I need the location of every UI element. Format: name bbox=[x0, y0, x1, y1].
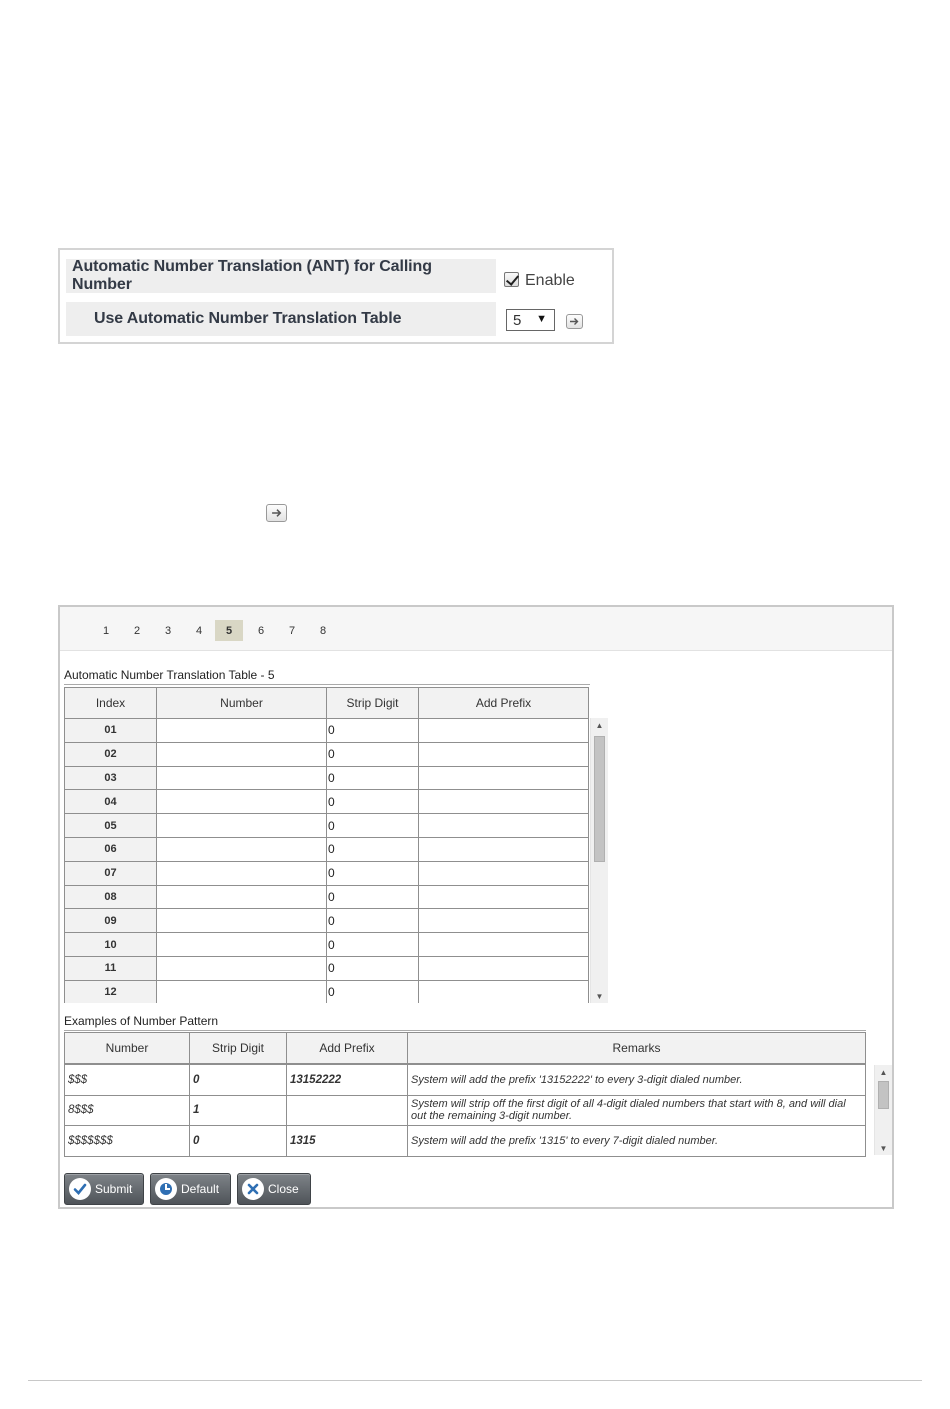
row-index: 04 bbox=[65, 790, 157, 814]
table-row bbox=[65, 933, 589, 957]
number-input[interactable] bbox=[157, 909, 327, 933]
ant-table-window bbox=[58, 605, 894, 1209]
row-index: 05 bbox=[65, 814, 157, 838]
footer-divider bbox=[28, 1380, 922, 1381]
number-input[interactable] bbox=[157, 719, 327, 743]
example-number: $$$$$$$ bbox=[65, 1126, 190, 1157]
table-row bbox=[65, 1065, 866, 1096]
strip-digit-input[interactable]: 0 bbox=[327, 956, 419, 980]
page-tab[interactable]: 8 bbox=[319, 624, 327, 637]
add-prefix-input[interactable] bbox=[419, 790, 589, 814]
ant-table-title: Automatic Number Translation Table - 5 bbox=[64, 668, 590, 685]
examples-header bbox=[64, 1032, 866, 1064]
enable-checkbox[interactable] bbox=[504, 272, 519, 287]
page-tab[interactable]: 4 bbox=[195, 624, 203, 637]
number-input[interactable] bbox=[157, 742, 327, 766]
table-row bbox=[65, 1095, 866, 1126]
number-input[interactable] bbox=[157, 885, 327, 909]
row-index: 12 bbox=[65, 980, 157, 1003]
ant-settings-panel bbox=[58, 248, 614, 344]
page-tab[interactable]: 1 bbox=[102, 624, 110, 637]
page-tab[interactable]: 3 bbox=[164, 624, 172, 637]
ant-table-select[interactable] bbox=[506, 309, 555, 331]
ant-table-select-value: 5 bbox=[513, 311, 522, 329]
submit-button[interactable] bbox=[64, 1173, 144, 1205]
row-index: 01 bbox=[65, 719, 157, 743]
table-row bbox=[65, 956, 589, 980]
ex-col-remarks: Remarks bbox=[408, 1033, 866, 1064]
col-strip-digit: Strip Digit bbox=[327, 688, 419, 719]
number-input[interactable] bbox=[157, 814, 327, 838]
table-row bbox=[65, 814, 589, 838]
example-number: $$$ bbox=[65, 1065, 190, 1096]
table-row bbox=[65, 909, 589, 933]
table-row bbox=[65, 790, 589, 814]
row-index: 03 bbox=[65, 766, 157, 790]
table-row bbox=[65, 837, 589, 861]
examples-title: Examples of Number Pattern bbox=[64, 1014, 866, 1031]
add-prefix-input[interactable] bbox=[419, 861, 589, 885]
number-input[interactable] bbox=[157, 766, 327, 790]
scroll-down-icon[interactable]: ▼ bbox=[595, 991, 604, 1001]
ex-col-add-prefix: Add Prefix bbox=[287, 1033, 408, 1064]
page-tab-active[interactable]: 5 bbox=[215, 620, 243, 641]
add-prefix-input[interactable] bbox=[419, 719, 589, 743]
example-remarks: System will strip off the first digit of all 4-digit dialed numbers that start with 8, and will dial out the remaining 3-digit number. bbox=[408, 1095, 866, 1126]
chevron-down-icon: ▼ bbox=[536, 313, 547, 325]
col-add-prefix: Add Prefix bbox=[419, 688, 589, 719]
number-input[interactable] bbox=[157, 837, 327, 861]
strip-digit-input[interactable]: 0 bbox=[327, 980, 419, 1003]
page-tab[interactable]: 7 bbox=[288, 624, 296, 637]
scroll-down-icon[interactable]: ▼ bbox=[879, 1143, 888, 1153]
table-row bbox=[65, 1126, 866, 1157]
add-prefix-input[interactable] bbox=[419, 766, 589, 790]
number-input[interactable] bbox=[157, 790, 327, 814]
table-row bbox=[65, 980, 589, 1003]
col-index: Index bbox=[65, 688, 157, 719]
strip-digit-input[interactable]: 0 bbox=[327, 742, 419, 766]
ant-enable-row bbox=[66, 259, 496, 293]
strip-digit-input[interactable]: 0 bbox=[327, 885, 419, 909]
page-tab[interactable]: 2 bbox=[133, 624, 141, 637]
example-strip-digit: 0 bbox=[190, 1126, 287, 1157]
add-prefix-input[interactable] bbox=[419, 956, 589, 980]
default-icon bbox=[155, 1178, 177, 1200]
add-prefix-input[interactable] bbox=[419, 814, 589, 838]
scroll-up-icon[interactable]: ▲ bbox=[595, 720, 604, 730]
row-index: 06 bbox=[65, 837, 157, 861]
strip-digit-input[interactable]: 0 bbox=[327, 861, 419, 885]
add-prefix-input[interactable] bbox=[419, 885, 589, 909]
add-prefix-input[interactable] bbox=[419, 742, 589, 766]
number-input[interactable] bbox=[157, 980, 327, 1003]
strip-digit-input[interactable]: 0 bbox=[327, 719, 419, 743]
page-tabs bbox=[60, 607, 892, 651]
example-strip-digit: 1 bbox=[190, 1095, 287, 1126]
go-arrow-icon[interactable] bbox=[566, 314, 583, 329]
add-prefix-input[interactable] bbox=[419, 980, 589, 1003]
close-icon bbox=[242, 1178, 264, 1200]
button-bar bbox=[64, 1173, 311, 1205]
table-row bbox=[65, 885, 589, 909]
submit-label: Submit bbox=[95, 1182, 133, 1196]
page-tab[interactable]: 6 bbox=[257, 624, 265, 637]
scroll-up-icon[interactable]: ▲ bbox=[879, 1067, 888, 1077]
ant-table-row bbox=[66, 302, 496, 336]
ant-table-body[interactable] bbox=[64, 718, 609, 1003]
ant-table-label: Use Automatic Number Translation Table bbox=[66, 302, 496, 336]
number-input[interactable] bbox=[157, 861, 327, 885]
scroll-thumb[interactable] bbox=[594, 736, 605, 862]
table-row bbox=[65, 766, 589, 790]
example-add-prefix: 13152222 bbox=[287, 1065, 408, 1096]
ant-table-rows bbox=[64, 718, 589, 1003]
number-input[interactable] bbox=[157, 933, 327, 957]
col-number: Number bbox=[157, 688, 327, 719]
strip-digit-input[interactable]: 0 bbox=[327, 790, 419, 814]
add-prefix-input[interactable] bbox=[419, 933, 589, 957]
row-index: 02 bbox=[65, 742, 157, 766]
strip-digit-input[interactable]: 0 bbox=[327, 837, 419, 861]
scroll-thumb[interactable] bbox=[878, 1081, 889, 1109]
row-index: 10 bbox=[65, 933, 157, 957]
table-row bbox=[65, 861, 589, 885]
row-index: 07 bbox=[65, 861, 157, 885]
go-arrow-icon bbox=[266, 504, 287, 522]
number-input[interactable] bbox=[157, 956, 327, 980]
example-number: 8$$$ bbox=[65, 1095, 190, 1126]
add-prefix-input[interactable] bbox=[419, 837, 589, 861]
ant-table-scrollbar[interactable] bbox=[590, 718, 608, 1003]
example-remarks: System will add the prefix '13152222' to every 3-digit dialed number. bbox=[408, 1065, 866, 1096]
strip-digit-input[interactable]: 0 bbox=[327, 766, 419, 790]
enable-control[interactable] bbox=[504, 268, 575, 290]
close-label: Close bbox=[268, 1182, 299, 1196]
table-row bbox=[65, 719, 589, 743]
example-strip-digit: 0 bbox=[190, 1065, 287, 1096]
strip-digit-input[interactable]: 0 bbox=[327, 909, 419, 933]
strip-digit-input[interactable]: 0 bbox=[327, 814, 419, 838]
row-index: 09 bbox=[65, 909, 157, 933]
example-add-prefix: 1315 bbox=[287, 1126, 408, 1157]
row-index: 11 bbox=[65, 956, 157, 980]
add-prefix-input[interactable] bbox=[419, 909, 589, 933]
check-icon bbox=[69, 1178, 91, 1200]
enable-label: Enable bbox=[525, 272, 575, 289]
table-row bbox=[65, 742, 589, 766]
default-label: Default bbox=[181, 1182, 220, 1196]
ant-table-header bbox=[64, 687, 589, 719]
row-index: 08 bbox=[65, 885, 157, 909]
ex-col-strip-digit: Strip Digit bbox=[190, 1033, 287, 1064]
example-add-prefix bbox=[287, 1095, 408, 1126]
default-button[interactable] bbox=[150, 1173, 231, 1205]
ex-col-number: Number bbox=[65, 1033, 190, 1064]
ant-enable-label: Automatic Number Translation (ANT) for Calling Number bbox=[66, 259, 496, 293]
strip-digit-input[interactable]: 0 bbox=[327, 933, 419, 957]
examples-rows bbox=[64, 1064, 866, 1157]
examples-scrollbar[interactable] bbox=[874, 1065, 892, 1155]
close-button[interactable] bbox=[237, 1173, 311, 1205]
example-remarks: System will add the prefix '1315' to every 7-digit dialed number. bbox=[408, 1126, 866, 1157]
